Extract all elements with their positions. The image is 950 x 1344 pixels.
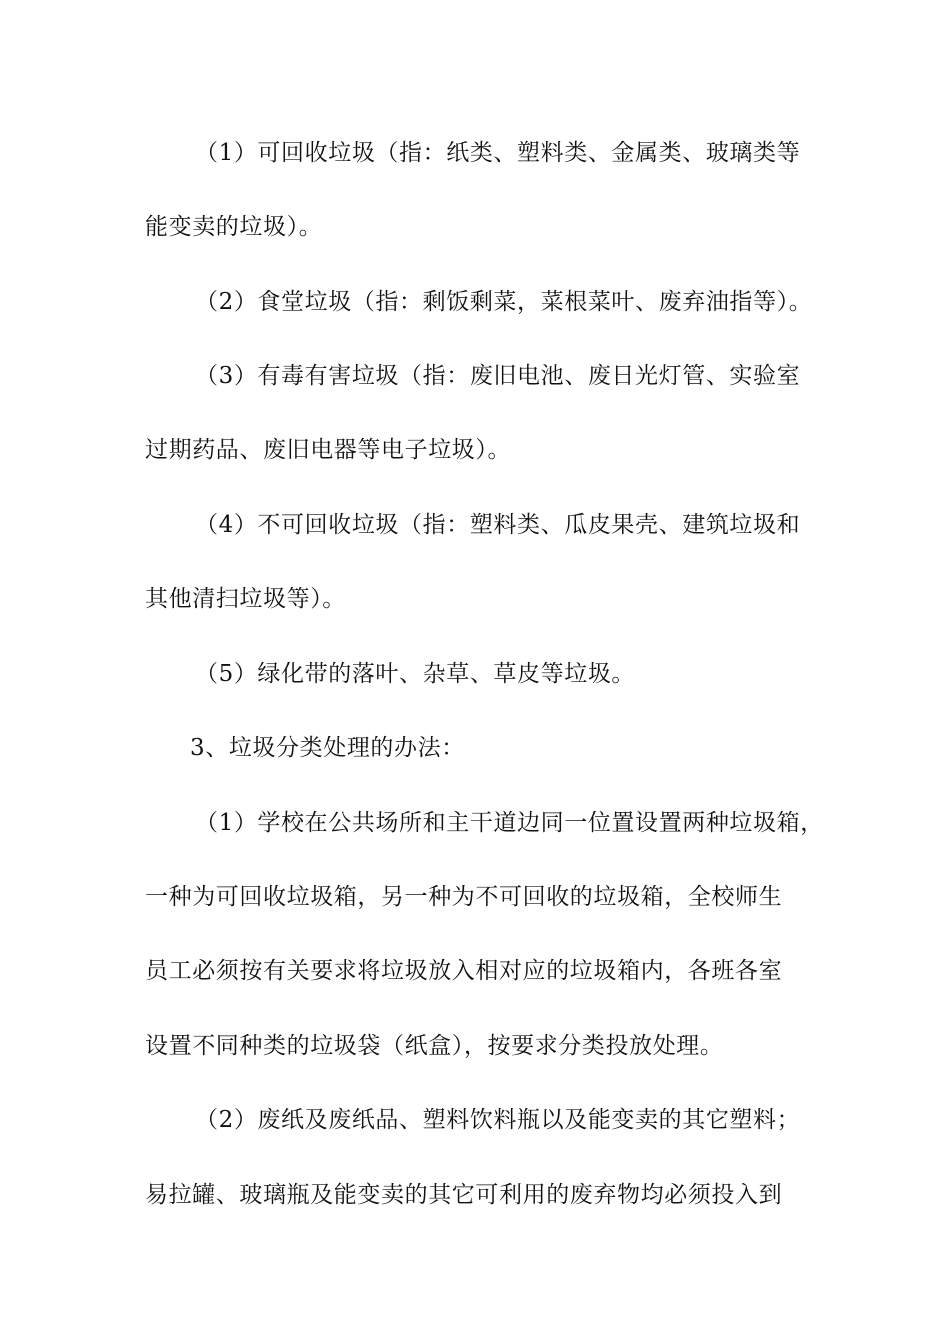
- paragraph-line: （4）不可回收垃圾（指：塑料类、瓜皮果壳、建筑垃圾和: [195, 512, 801, 538]
- paragraph-line: （2）食堂垃圾（指：剩饭剩菜，菜根菜叶、废弃油指等）。: [195, 289, 813, 315]
- paragraph-line: 员工必须按有关要求将垃圾放入相对应的垃圾箱内，各班各室: [145, 958, 783, 984]
- paragraph-line: （3）有毒有害垃圾（指：废旧电池、废日光灯管、实验室: [195, 363, 801, 389]
- paragraph-line: 能变卖的垃圾）。: [145, 214, 323, 240]
- paragraph-line: 一种为可回收垃圾箱，另一种为不可回收的垃圾箱，全校师生: [145, 884, 783, 910]
- paragraph-line: 过期药品、废旧电器等电子垃圾）。: [145, 437, 512, 463]
- paragraph-line: 易拉罐、玻璃瓶及能变卖的其它可利用的废弃物均必须投入到: [145, 1182, 783, 1208]
- paragraph-line: 其他清扫垃圾等）。: [145, 586, 346, 612]
- paragraph-line: （1）可回收垃圾（指：纸类、塑料类、金属类、玻璃类等: [195, 140, 801, 166]
- paragraph-line: （1）学校在公共场所和主干道边同一位置设置两种垃圾箱，: [195, 810, 824, 836]
- section-heading: 3、垃圾分类处理的办法：: [190, 735, 465, 761]
- paragraph-line: （5）绿化带的落叶、杂草、草皮等垃圾。: [195, 661, 636, 687]
- paragraph-line: 设置不同种类的垃圾袋（纸盒），按要求分类投放处理。: [145, 1033, 724, 1059]
- paragraph-line: （2）废纸及废纸品、塑料饮料瓶以及能变卖的其它塑料；: [195, 1107, 801, 1133]
